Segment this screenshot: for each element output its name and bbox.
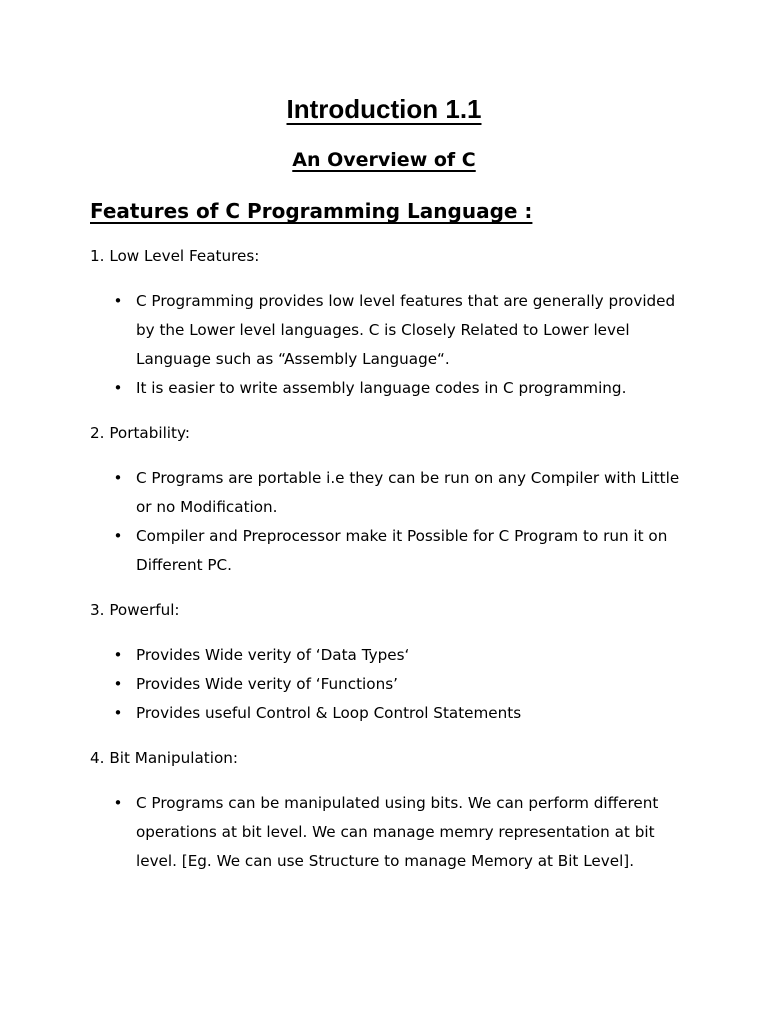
bullet-icon: • (113, 704, 123, 722)
bullet-icon: • (113, 794, 123, 812)
list-item-text: C Programs can be manipulated using bits. We can perform different operations at bit level. We can manage memry representation at bit level. [Eg. We can use Structure to manage Memory at Bit Level]. (136, 794, 659, 870)
list-item-text: C Programs are portable i.e they can be run on any Compiler with Little or no Modification. (136, 469, 680, 516)
list-item-text: C Programming provides low level features that are generally provided by the Lower level languages. C is Closely Related to Lower level Language such as “Assembly Language“. (136, 292, 676, 368)
bullet-list-powerful (90, 641, 690, 728)
bullet-icon: • (113, 527, 123, 545)
section-label-bit-manipulation: 4. Bit Manipulation: (90, 749, 238, 767)
list-item-text: Provides useful Control & Loop Control Statements (136, 704, 522, 722)
list-item (90, 670, 690, 699)
list-item (90, 464, 690, 522)
bullet-icon: • (113, 646, 123, 664)
page-subtitle (0, 145, 768, 175)
page-title-text: Introduction 1.1 (286, 94, 482, 124)
list-item-text: Provides Wide verity of ‘Data Types‘ (136, 646, 410, 664)
features-heading (90, 196, 532, 226)
list-item-text: Provides Wide verity of ‘Functions’ (136, 675, 398, 693)
section-label-portability: 2. Portability: (90, 424, 190, 442)
list-item (90, 641, 690, 670)
bullet-icon: • (113, 469, 123, 487)
list-item (90, 287, 690, 374)
bullet-icon: • (113, 675, 123, 693)
list-item (90, 699, 690, 728)
list-item (90, 789, 690, 876)
bullet-list-portability (90, 464, 690, 580)
list-item-text: It is easier to write assembly language codes in C programming. (136, 379, 627, 397)
list-item (90, 522, 690, 580)
page-title (0, 90, 768, 128)
list-item-text: Compiler and Preprocessor make it Possible for C Program to run it on Different PC. (136, 527, 668, 574)
features-heading-text: Features of C Programming Language : (90, 199, 533, 223)
bullet-list-bit-manipulation (90, 789, 690, 876)
list-item (90, 374, 690, 403)
bullet-icon: • (113, 292, 123, 310)
page-subtitle-text: An Overview of C (292, 149, 476, 171)
section-label-powerful: 3. Powerful: (90, 601, 180, 619)
document-body (90, 242, 690, 892)
bullet-icon: • (113, 379, 123, 397)
bullet-list-low-level (90, 287, 690, 403)
section-label-low-level: 1. Low Level Features: (90, 247, 260, 265)
